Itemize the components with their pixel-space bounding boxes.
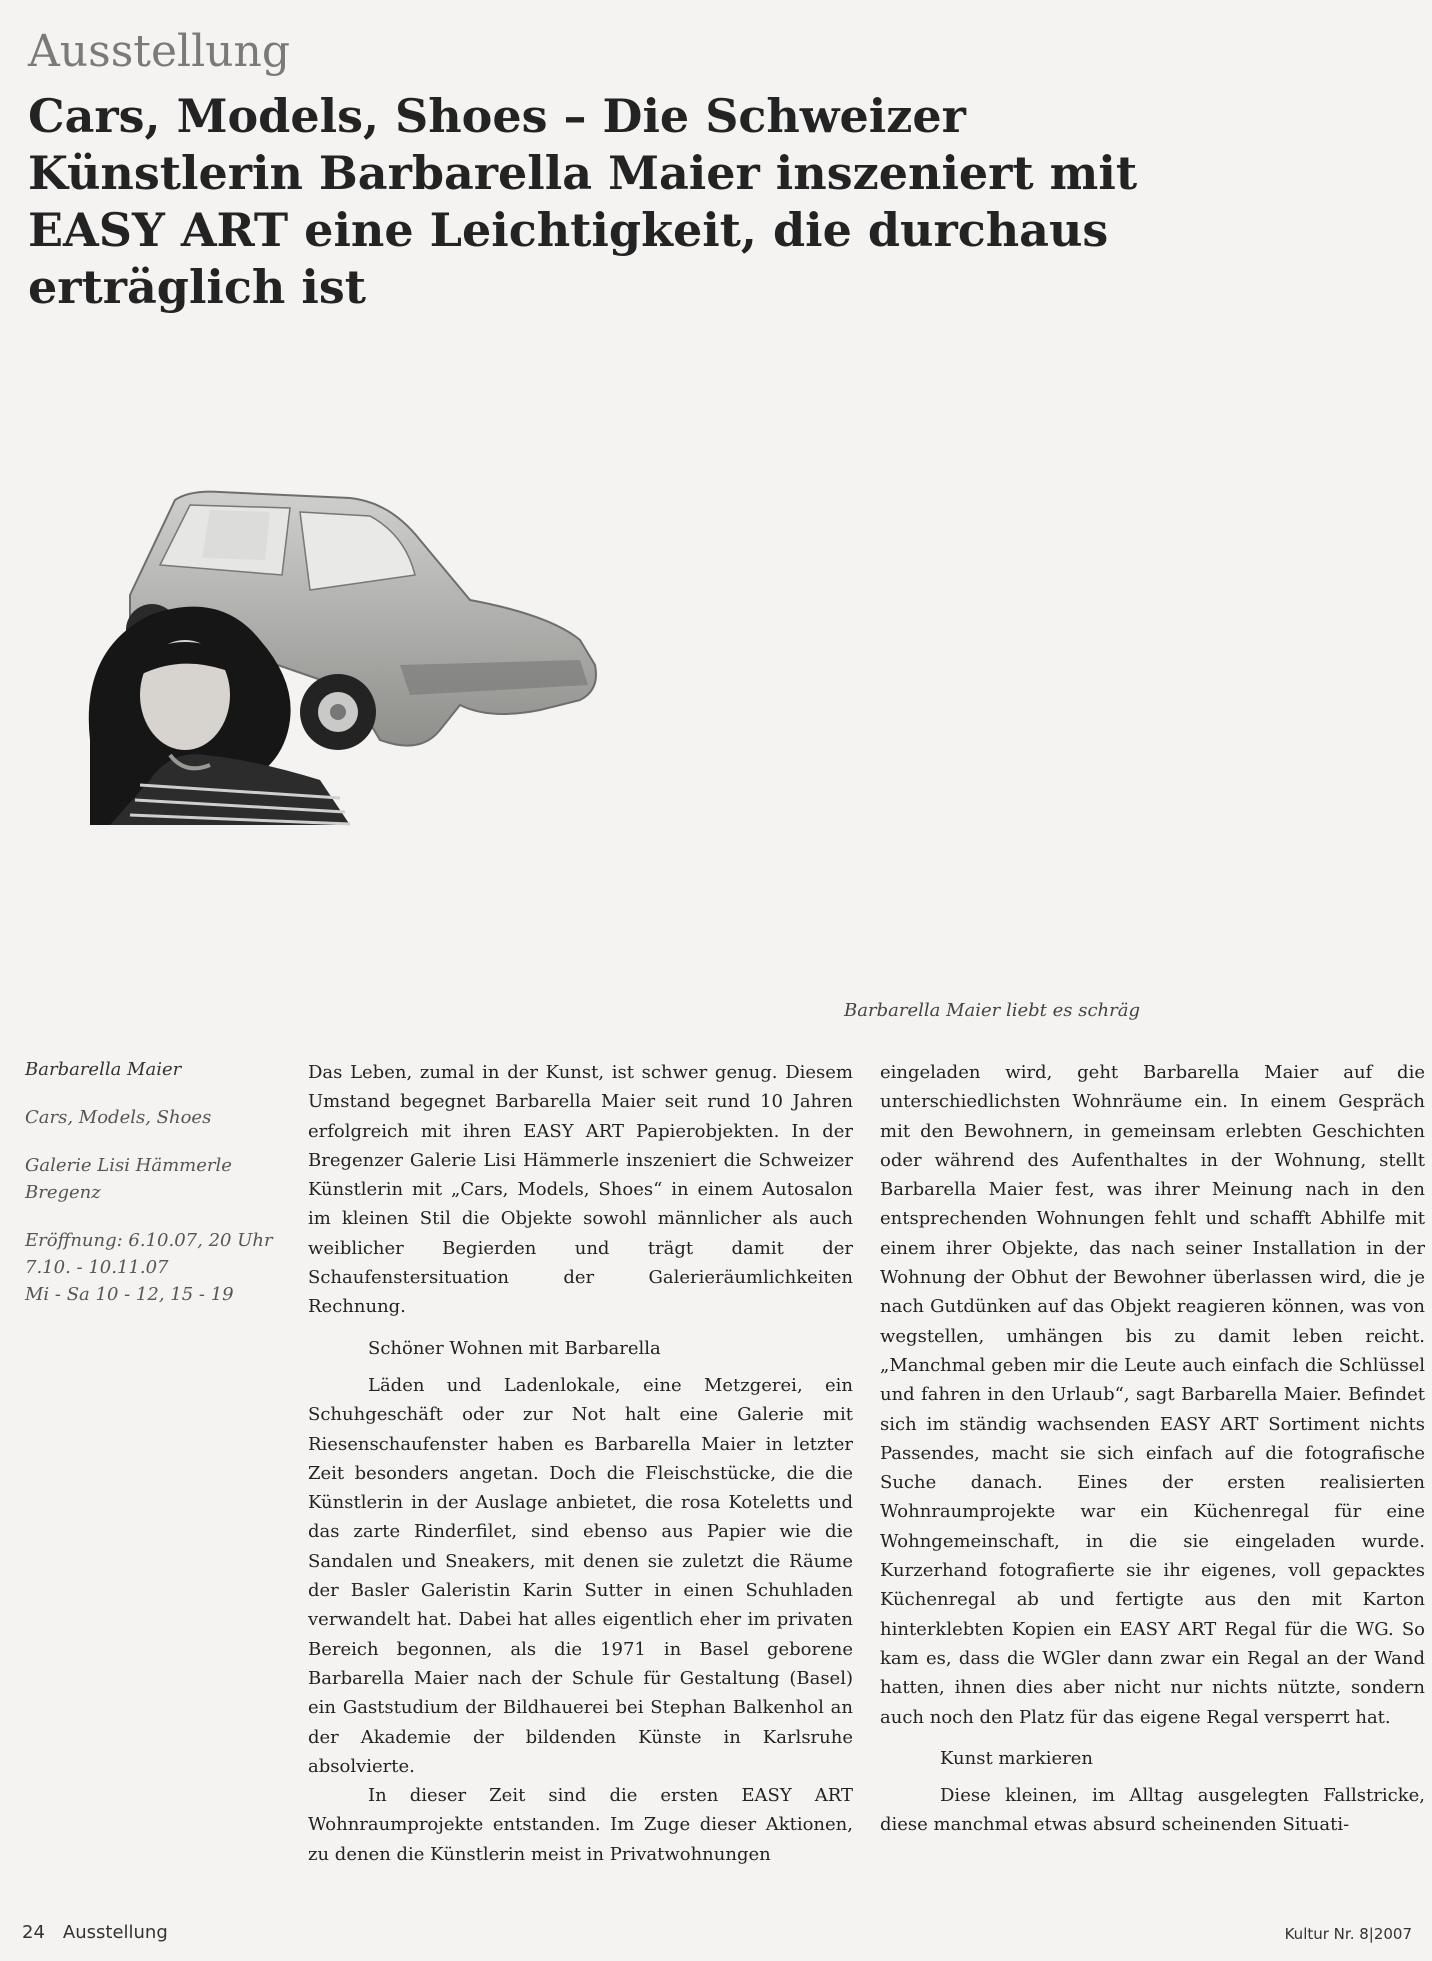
opening-hours: Mi - Sa 10 - 12, 15 - 19 [25,1284,234,1305]
page-number: 24 [22,1922,45,1943]
opening-date: Eröffnung: 6.10.07, 20 Uhr [25,1230,273,1251]
subheading-kunst-markieren: Kunst markieren [940,1747,1093,1769]
venue [25,1152,285,1206]
paragraph-3: In dieser Zeit sind die ersten EASY ART Wohnraumprojekte entstanden. Im Zuge dieser Aktionen, zu denen die Künstlerin meist in Privatwohnungen [308,1785,853,1865]
venue-name: Galerie Lisi Hämmerle [25,1155,232,1176]
footer-section: Ausstellung [62,1922,168,1943]
magazine-issue: Kultur Nr. 8|2007 [1284,1925,1412,1943]
article-photo [20,480,740,1025]
article-column-1 [308,1058,853,1869]
exhibition-title: Cars, Models, Shoes [25,1107,212,1128]
page-footer-left [22,1922,168,1943]
paragraph-2: Läden und Ladenlokale, eine Metzgerei, ein Schuhgeschäft oder zur Not halt eine Galerie mit Riesenschaufenster haben es Barbarella Maier in letzter Zeit besonders angetan. Doch die Fleischstücke, die die Künstlerin in der Auslage anbietet, die rosa Koteletts und das zarte Rinderfilet, sind ebenso aus Papier wie die Sandalen und Sneakers, mit denen sie zuletzt die Räume der Basler Galeristin Karin Sutter in einen Schuhladen verwandelt hat. Dabei hat alles eigentlich eher im privaten Bereich begonnen, als die 1971 in Basel geborene Barbarella Maier nach der Schule für Gestaltung (Basel) ein Gaststudium der Bildhauerei bei Stephan Balkenhol an der Akademie der bildenden Künste in Karlsruhe absolvierte. [308,1374,853,1777]
paragraph-4: eingeladen wird, geht Barbarella Maier auf die unterschiedlichsten Wohnräume ein. In einem Gespräch mit den Bewohnern, in gemeinsam erlebten Geschichten oder während des Aufenthaltes in der Wohnung, stellt Barbarella Maier fest, was ihrer Meinung nach in den entsprechenden Wohnungen fehlt und schafft Abhilfe mit einem ihrer Objekte, das nach seiner Installation in der Wohnung der Obhut der Bewohner überlassen wird, die je nach Gutdünken auf das Objekt reagieren können, was von wegstellen, umhängen bis zu damit leben reicht. „Manchmal geben mir die Leute auch einfach die Schlüssel und fahren in den Urlaub“, sagt Barbarella Maier. Befindet sich im ständig wachsenden EASY ART Sortiment nichts Passendes, macht sie sich einfach auf die fotografische Suche danach. Eines der ersten realisierten Wohnraumprojekte war ein Küchenregal für eine Wohngemeinschaft, in die sie eingeladen wurde. Kurzerhand fotografierte sie ihr eigenes, voll gepacktes Küchenregal ab und fertigte aus den mit Karton hinterklebten Kopien ein EASY ART Regal für die WG. So kam es, dass die WGler dann zwar ein Regal an der Wand hatten, ihnen dies aber nicht nur nichts nützte, sondern auch noch den Platz für das eigene Regal versperrt hat. [880,1062,1425,1728]
schedule [25,1227,285,1308]
article-headline: Cars, Models, Shoes – Die Schweizer Künstlerin Barbarella Maier inszeniert mit EASY ART eine Leichtigkeit, die durchaus erträglich ist [28,89,1138,314]
section-kicker: Ausstellung [28,26,290,77]
paragraph-intro: Das Leben, zumal in der Kunst, ist schwer genug. Diesem Umstand begegnet Barbarella Maier seit rund 10 Jahren erfolgreich mit ihren EASY ART Papierobjekten. In der Bregenzer Galerie Lisi Hämmerle inszeniert die Schweizer Künstlerin mit „Cars, Models, Shoes“ in einem Autosalon im kleinen Stil die Objekte sowohl männlicher als auch weiblicher Begierden und trägt damit der Schaufenstersituation der Galerieräumlichkeiten Rechnung. [308,1062,853,1318]
photo-caption: Barbarella Maier liebt es schräg [844,1000,1140,1021]
article-column-2 [880,1058,1425,1840]
subheading-schoener-wohnen: Schöner Wohnen mit Barbarella [368,1337,661,1359]
exhibition-dates: 7.10. - 10.11.07 [25,1257,169,1278]
car-and-woman-photo [20,480,740,1025]
artist-name: Barbarella Maier [25,1059,182,1080]
exhibition-info-sidebar [25,1056,285,1308]
venue-city: Bregenz [25,1182,101,1203]
paragraph-5: Diese kleinen, im Alltag ausgelegten Fallstricke, diese manchmal etwas absurd scheinenden Situati- [880,1785,1425,1836]
